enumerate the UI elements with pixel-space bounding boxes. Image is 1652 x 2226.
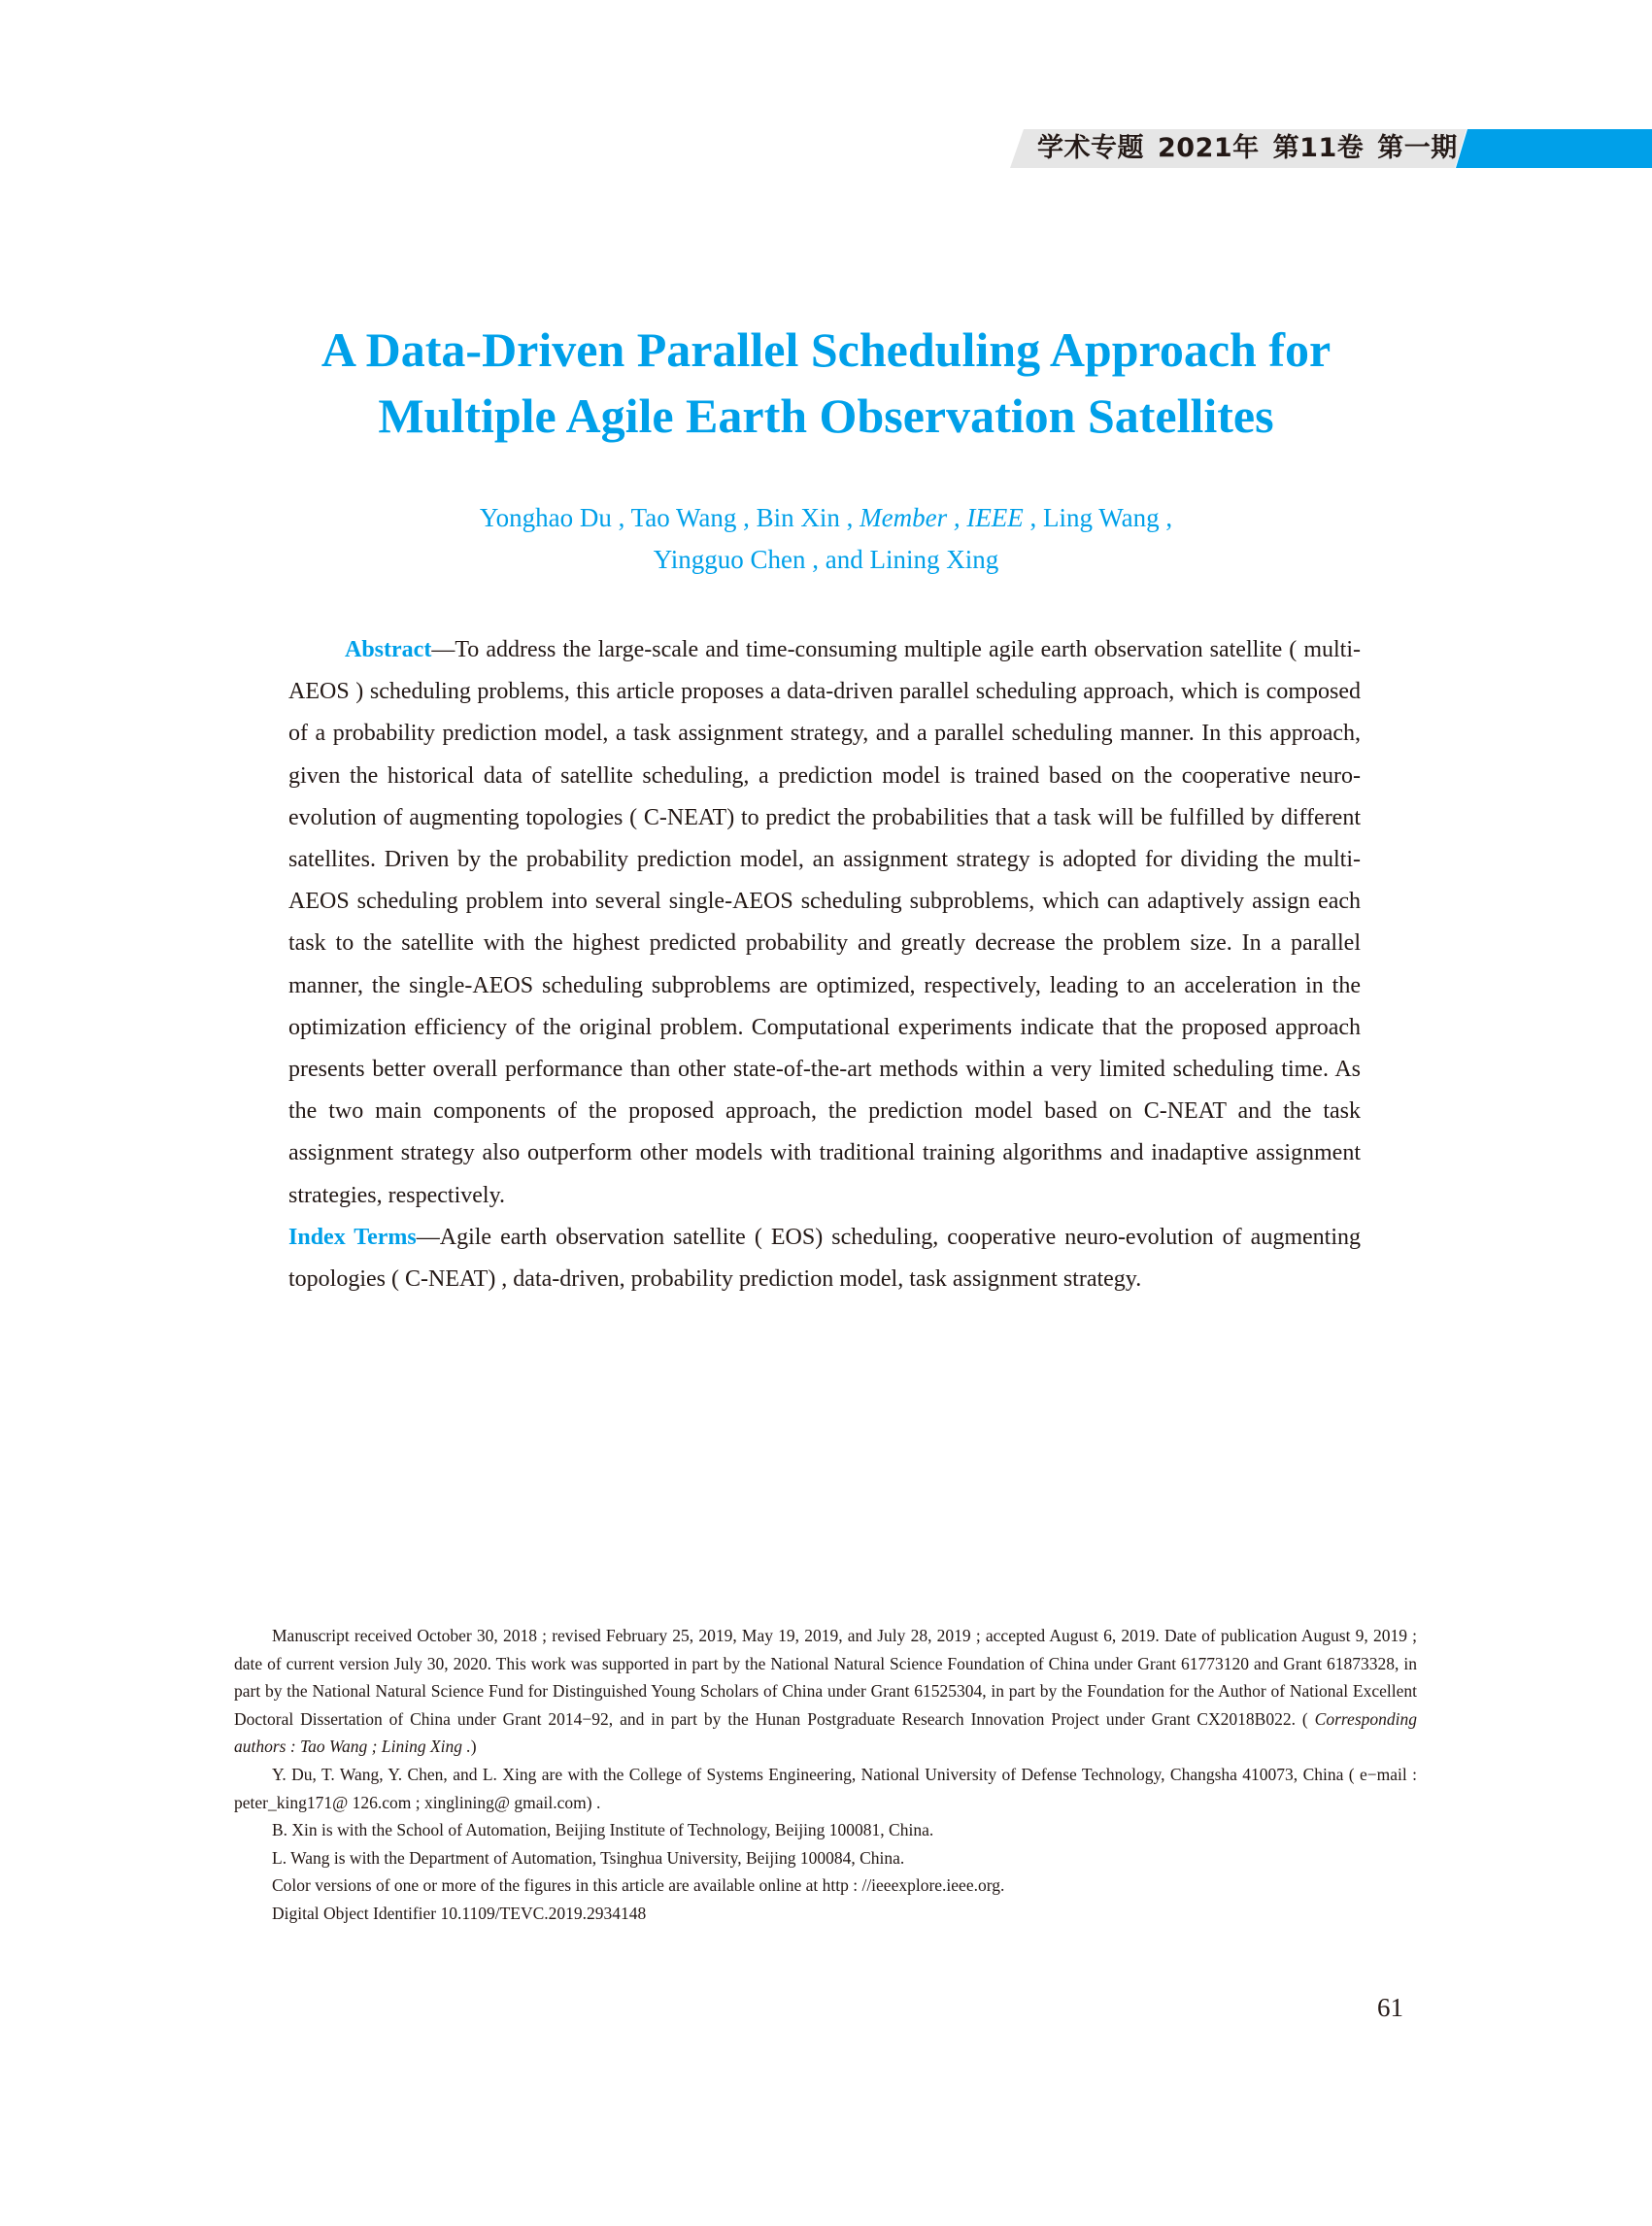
footnote-affiliation-2: B. Xin is with the School of Automation, Beijing Institute of Technology, Beijing 100081, China. bbox=[272, 1820, 934, 1840]
authors-line-1 bbox=[0, 497, 1652, 539]
header-section: 学术专题 bbox=[1037, 133, 1144, 163]
author-names-tail: , Ling Wang , bbox=[1023, 503, 1173, 532]
footnote-received-text: Manuscript received October 30, 2018 ; revised February 25, 2019, May 19, 2019, and July 28, 2019 ; accepted August 6, 2019. Date of publication August 9, 2019 ; date of current version July 30, 2020. This work was supported in part by the National Natural Science Foundation of China under Grant 61773120 and Grant 61873328, in part by the National Natural Science Fund for Distinguished Young Scholars of China under Grant 61525304, in part by the Foundation for the Author of National Excellent Doctoral Dissertation of China under Grant 2014−92, and in part by the Hunan Postgraduate Research Innovation Project under Grant CX2018B022. ( bbox=[234, 1626, 1417, 1729]
paper-title bbox=[0, 317, 1652, 449]
header-issue: 第一期 bbox=[1377, 133, 1458, 163]
author-names: Yonghao Du , Tao Wang , Bin Xin , bbox=[479, 503, 860, 532]
footnote-doi: Digital Object Identifier 10.1109/TEVC.2019.2934148 bbox=[272, 1903, 647, 1923]
abstract-paragraph bbox=[288, 629, 1361, 1217]
title-line-2: Multiple Agile Earth Observation Satellites bbox=[378, 388, 1274, 443]
index-terms-paragraph bbox=[288, 1217, 1361, 1300]
header-year: 2021年 bbox=[1158, 133, 1260, 163]
index-terms-label: Index Terms bbox=[288, 1224, 417, 1250]
footnote-color-note: Color versions of one or more of the figures in this article are available online at http : //ieeexplore.ieee.org. bbox=[272, 1875, 1005, 1896]
footnote-affiliation-3: L. Wang is with the Department of Automation, Tsinghua University, Beijing 100084, China. bbox=[272, 1847, 905, 1868]
footnote-affiliation-1: Y. Du, T. Wang, Y. Chen, and L. Xing are with the College of Systems Engineering, National University of Defense Technology, Changsha 410073, China ( e−mail : peter_king171@ 126.com ; xinglining@ gmail.com) . bbox=[234, 1764, 1417, 1812]
title-line-1: A Data-Driven Parallel Scheduling Approach for bbox=[320, 322, 1332, 377]
journal-header bbox=[1037, 130, 1471, 167]
abstract-block bbox=[288, 629, 1361, 1300]
abstract-dash: — bbox=[431, 637, 455, 662]
index-terms-text: Agile earth observation satellite ( EOS) scheduling, cooperative neuro-evolution of augmenting topologies ( C-NEAT) , data-driven, probability prediction model, task assignment strategy. bbox=[288, 1224, 1361, 1293]
membership: Member , IEEE bbox=[860, 503, 1024, 532]
abstract-text: To address the large-scale and time-consuming multiple agile earth observation satellite ( multi-AEOS ) scheduling problems, this article proposes a data-driven parallel scheduling approach, which is composed of a probability prediction model, a task assignment strategy, and a parallel scheduling manner. In this approach, given the historical data of satellite scheduling, a prediction model is trained based on the cooperative neuro-evolution of augmenting topologies ( C-NEAT) to predict the probabilities that a task will be fulfilled by different satellites. Driven by the probability prediction model, an assignment strategy is adopted for dividing the multi-AEOS scheduling problem into several single-AEOS scheduling subproblems, which can adaptively assign each task to the satellite with the highest predicted probability and greatly decrease the problem size. In a parallel manner, the single-AEOS scheduling subproblems are optimized, respectively, leading to an acceleration in the optimization efficiency of the original problem. Computational experiments indicate that the proposed approach presents better overall performance than other state-of-the-art methods within a very limited scheduling time. As the two main components of the proposed approach, the prediction model based on C-NEAT and the task assignment strategy also outperform other models with traditional training algorithms and inadaptive assignment strategies, respectively. bbox=[288, 637, 1361, 1208]
author-list bbox=[0, 497, 1652, 581]
abstract-label: Abstract bbox=[345, 637, 432, 662]
authors-line-2: Yingguo Chen , and Lining Xing bbox=[653, 545, 999, 574]
header-accent-bar bbox=[1456, 129, 1652, 168]
page-number: 61 bbox=[1377, 1993, 1403, 2022]
footnote-received bbox=[234, 1622, 1417, 1761]
index-terms-dash: — bbox=[416, 1224, 440, 1250]
footnotes bbox=[234, 1622, 1417, 1928]
corresponding-authors: Corresponding authors : Tao Wang ; Lining Xing . bbox=[234, 1708, 1417, 1757]
header-volume: 第11卷 bbox=[1272, 133, 1365, 163]
footnote-received-end: ) bbox=[470, 1737, 477, 1757]
